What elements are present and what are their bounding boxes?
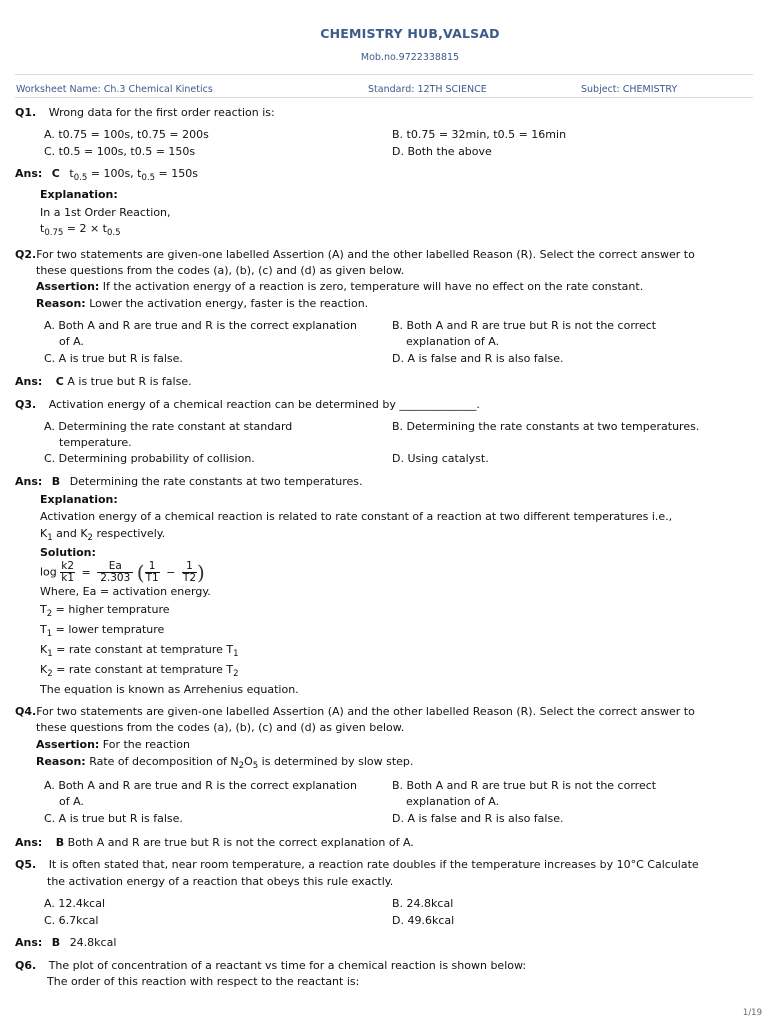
answer-letter: C bbox=[51, 167, 60, 180]
assertion: Assertion: For the reaction bbox=[36, 738, 190, 751]
question-number: Q3. bbox=[15, 398, 37, 411]
option-c: C. Determining probability of collision. bbox=[44, 452, 255, 465]
reason: Reason: Lower the activation energy, faster is the reaction. bbox=[36, 297, 369, 310]
worksheet-name: Worksheet Name: Ch.3 Chemical Kinetics bbox=[16, 84, 213, 95]
t2-definition: $T_2$ = higher temprature bbox=[40, 603, 170, 619]
question-2 bbox=[15, 247, 695, 263]
answer-label: Ans: bbox=[15, 836, 43, 849]
question-number: Q6. bbox=[15, 959, 37, 972]
question-1 bbox=[15, 105, 275, 121]
option-a-cont: of A. bbox=[59, 335, 84, 348]
question-text: The plot of concentration of a reactant vs time for a chemical reaction is shown below: bbox=[48, 959, 527, 972]
option-a-cont: of A. bbox=[59, 795, 84, 808]
explanation-label: Explanation: bbox=[40, 188, 118, 201]
question-text: It is often stated that, near room temperature, a reaction rate doubles if the temperature increases by 10°C Calculate bbox=[48, 858, 699, 871]
answer-label: Ans: bbox=[15, 167, 43, 180]
standard-label: Standard: 12TH SCIENCE bbox=[368, 84, 487, 95]
option-a-cont: temperature. bbox=[59, 436, 132, 449]
arrhenius-note: The equation is known as Arrehenius equation. bbox=[40, 683, 299, 696]
option-a: A. Both A and R are true and R is the correct explanation bbox=[44, 779, 357, 792]
subject-label: Subject: CHEMISTRY bbox=[581, 84, 678, 95]
option-c: C. t0.5 = 100s, t0.5 = 150s bbox=[44, 145, 196, 158]
answer-text: Determining the rate constants at two temperatures. bbox=[69, 475, 363, 488]
answer-1 bbox=[15, 166, 198, 186]
answer-letter: B bbox=[55, 836, 65, 849]
arrhenius-equation: log $\frac{k2}{k1}$ = $\frac{Ea}{2.303}$ ( $\frac{1}{T1}$ − $\frac{1}{T2}$ ) bbox=[40, 560, 205, 585]
option-b: B. 24.8kcal bbox=[392, 897, 454, 910]
t1-definition: $T_1$ = lower temprature bbox=[40, 623, 165, 639]
assertion: Assertion: If the activation energy of a reaction is zero, temperature will have no effect on the rate constant. bbox=[36, 280, 644, 293]
header-divider-bottom bbox=[15, 97, 753, 98]
answer-letter: C bbox=[55, 375, 64, 388]
answer-3 bbox=[15, 474, 362, 490]
question-text: For two statements are given-one labelled Assertion (A) and the other labelled Reason (R). Select the correct answer to bbox=[36, 705, 695, 718]
question-text-cont: the activation energy of a reaction that obeys this rule exactly. bbox=[47, 875, 394, 888]
question-text: Wrong data for the first order reaction is: bbox=[48, 106, 275, 119]
option-b: B. Both A and R are true but R is not the correct bbox=[392, 319, 657, 332]
explanation-text-cont: $K_1$ and $K_2$ respectively. bbox=[40, 527, 166, 543]
question-text: Activation energy of a chemical reaction can be determined by ______________. bbox=[48, 398, 480, 411]
option-b: B. Determining the rate constants at two temperatures. bbox=[392, 420, 700, 433]
explanation-formula: $t_{0.75} = 2 \times t_{0.5}$ bbox=[40, 222, 121, 238]
answer-text: Both A and R are true but R is not the correct explanation of A. bbox=[64, 836, 414, 849]
question-text-cont: these questions from the codes (a), (b), (c) and (d) as given below. bbox=[36, 264, 405, 277]
question-number: Q1. bbox=[15, 106, 37, 119]
option-d: D. Both the above bbox=[392, 145, 492, 158]
option-b-cont: explanation of A. bbox=[406, 795, 500, 808]
question-number: Q5. bbox=[15, 858, 37, 871]
explanation-label: Explanation: bbox=[40, 493, 118, 506]
option-a: A. 12.4kcal bbox=[44, 897, 106, 910]
question-4 bbox=[15, 704, 695, 720]
answer-text: 24.8kcal bbox=[69, 936, 117, 949]
page-number: 1/19 bbox=[742, 1008, 762, 1018]
question-6 bbox=[15, 958, 526, 974]
explanation-text: In a 1st Order Reaction, bbox=[40, 206, 171, 219]
option-a: A. Both A and R are true and R is the correct explanation bbox=[44, 319, 357, 332]
option-d: D. Using catalyst. bbox=[392, 452, 489, 465]
option-d: D. A is false and R is also false. bbox=[392, 352, 564, 365]
option-a: A. Determining the rate constant at standard bbox=[44, 420, 293, 433]
option-b-cont: explanation of A. bbox=[406, 335, 500, 348]
where-line: Where, Ea = activation energy. bbox=[40, 585, 211, 598]
k2-definition: $K_2$ = rate constant at temprature $T_2$ bbox=[40, 663, 239, 679]
option-a: A. t0.75 = 100s, t0.75 = 200s bbox=[44, 128, 209, 141]
question-number: Q2. bbox=[15, 248, 37, 261]
option-b: B. Both A and R are true but R is not the correct bbox=[392, 779, 657, 792]
header-divider-top bbox=[15, 74, 753, 75]
answer-label: Ans: bbox=[15, 375, 43, 388]
option-d: D. 49.6kcal bbox=[392, 914, 455, 927]
question-5 bbox=[15, 857, 699, 873]
answer-4 bbox=[15, 835, 414, 851]
explanation-text: Activation energy of a chemical reaction is related to rate constant of a reaction at two different temperatures i.e., bbox=[40, 510, 673, 523]
question-3 bbox=[15, 397, 480, 413]
reason: Reason: Rate of decomposition of $N_2O_5$ is determined by slow step. bbox=[36, 755, 414, 771]
answer-label: Ans: bbox=[15, 936, 43, 949]
option-c: C. 6.7kcal bbox=[44, 914, 99, 927]
option-d: D. A is false and R is also false. bbox=[392, 812, 564, 825]
answer-letter: B bbox=[51, 475, 61, 488]
k1-definition: $K_1$ = rate constant at temprature $T_1$ bbox=[40, 643, 239, 659]
header-title: CHEMISTRY HUB,VALSAD bbox=[320, 26, 500, 41]
solution-label: Solution: bbox=[40, 546, 96, 559]
answer-text: $t_{0.5} = 100s$, $t_{0.5} = 150s$ bbox=[69, 167, 198, 183]
question-text: For two statements are given-one labelled Assertion (A) and the other labelled Reason (R). Select the correct answer to bbox=[36, 248, 695, 261]
answer-2 bbox=[15, 374, 192, 390]
question-text-cont: these questions from the codes (a), (b), (c) and (d) as given below. bbox=[36, 721, 405, 734]
option-c: C. A is true but R is false. bbox=[44, 352, 183, 365]
question-number: Q4. bbox=[15, 705, 37, 718]
option-b: B. t0.75 = 32min, t0.5 = 16min bbox=[392, 128, 567, 141]
option-c: C. A is true but R is false. bbox=[44, 812, 183, 825]
question-text-cont: The order of this reaction with respect to the reactant is: bbox=[47, 975, 360, 988]
answer-letter: B bbox=[51, 936, 61, 949]
header-mobile: Mob.no.9722338815 bbox=[360, 52, 460, 63]
answer-text: A is true but R is false. bbox=[63, 375, 192, 388]
answer-5 bbox=[15, 935, 116, 951]
answer-label: Ans: bbox=[15, 475, 43, 488]
